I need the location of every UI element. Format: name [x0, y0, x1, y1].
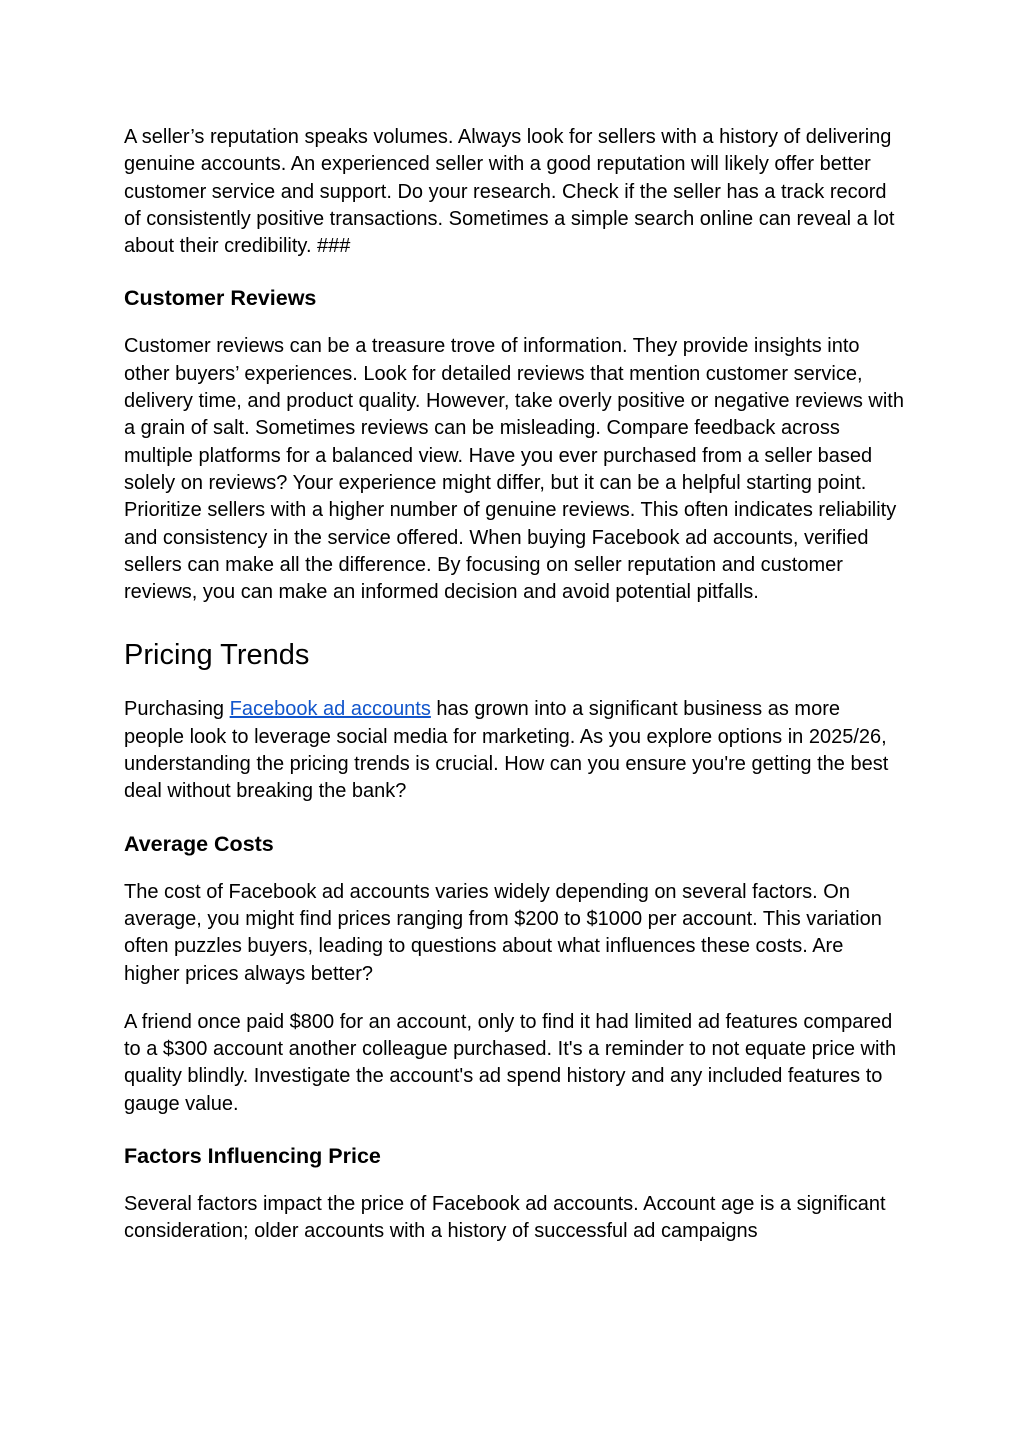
pricing-trends-text-before-link: Purchasing — [124, 698, 230, 721]
reputation-paragraph: A seller’s reputation speaks volumes. Always look for sellers with a history of delivering genuine accounts. An experienced seller with a good reputation will likely offer better customer service and support. Do your research. Check if the seller has a track record of consistently positive transactions. Sometimes a simple search online can reveal a lot about their credibility. ### — [124, 126, 895, 258]
factors-influencing-price-heading: Factors Influencing Price — [124, 1144, 381, 1169]
average-costs-paragraph-1: The cost of Facebook ad accounts varies widely depending on several factors. On average, you might find prices ranging from $200 to $1000 per account. This variation often puzzles buyers, leading to questions about what influences these costs. Are higher prices always better? — [124, 880, 882, 985]
facebook-ad-accounts-link[interactable]: Facebook ad accounts — [229, 698, 431, 721]
pricing-trends-text-after-link: has grown into a significant business as more people look to leverage social media for marketing. As you explore options in 2025/26, understanding the pricing trends is crucial. How can you ensure you're getting the best deal without breaking the bank? — [124, 698, 889, 803]
customer-reviews-paragraph: Customer reviews can be a treasure trove of information. They provide insights into other buyers’ experiences. Look for detailed reviews that mention customer service, delivery time, and product quality. However, take overly positive or negative reviews with a grain of salt. Sometimes reviews can be misleading. Compare feedback across multiple platforms for a balanced view. Have you ever purchased from a seller based solely on reviews? Your experience might differ, but it can be a helpful starting point. Prioritize sellers with a higher number of genuine reviews. This often indicates reliability and consistency in the service offered. When buying Facebook ad accounts, verified sellers can make all the difference. By focusing on seller reputation and customer reviews, you can make an informed decision and avoid potential pitfalls. — [124, 335, 904, 604]
customer-reviews-heading: Customer Reviews — [124, 286, 317, 311]
average-costs-heading: Average Costs — [124, 831, 274, 856]
document-page — [124, 124, 904, 1246]
factors-influencing-price-paragraph: Several factors impact the price of Facebook ad accounts. Account age is a significant consideration; older accounts with a history of successful ad campaigns — [124, 1193, 886, 1243]
average-costs-paragraph-2: A friend once paid $800 for an account, only to find it had limited ad features compared to a $300 account another colleague purchased. It's a reminder to not equate price with quality blindly. Investigate the account's ad spend history and any included features to gauge value. — [124, 1010, 897, 1115]
pricing-trends-paragraph — [124, 696, 904, 805]
pricing-trends-heading: Pricing Trends — [124, 639, 310, 672]
